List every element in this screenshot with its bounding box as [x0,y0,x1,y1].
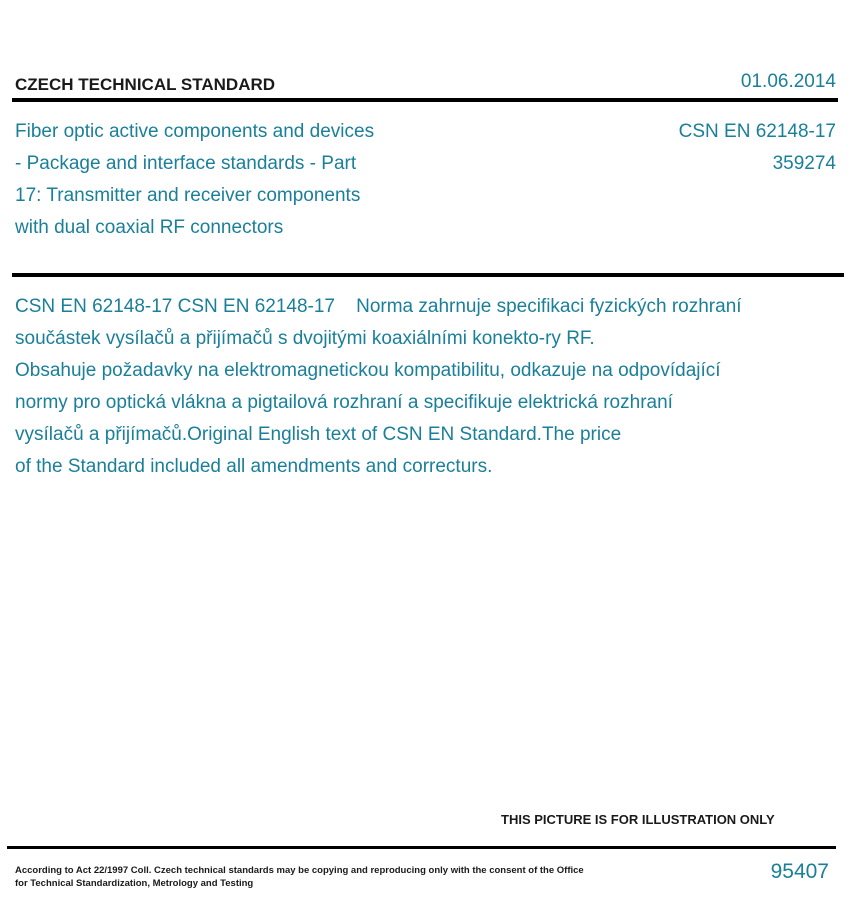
legal-notice-line: for Technical Standardization, Metrology and Testing [15,878,254,889]
section-divider [12,273,844,277]
standard-title [15,116,455,244]
standard-title-line: Fiber optic active components and devices [15,121,375,142]
catalog-number: 359274 [772,153,836,174]
description-line: součástek vysílačů a přijímačů s dvojitými koaxiálními konekto-ry RF. [15,328,595,349]
standard-description [15,291,845,483]
footer-divider [7,846,836,849]
legal-notice [15,864,584,890]
standard-title-line: with dual coaxial RF connectors [15,217,284,238]
standard-title-line: - Package and interface standards - Part [15,153,357,174]
description-line: CSN EN 62148-17 CSN EN 62148-17 Norma zahrnuje specifikaci fyzických rozhraní [15,296,742,317]
standard-title-line: 17: Transmitter and receiver components [15,185,361,206]
standard-code: CSN EN 62148-17 [678,121,836,142]
description-line: Obsahuje požadavky na elektromagnetickou kompatibilitu, odkazuje na odpovídající [15,360,721,381]
illustration-disclaimer: THIS PICTURE IS FOR ILLUSTRATION ONLY [501,812,775,827]
description-line: normy pro optická vlákna a pigtailová rozhraní a specifikuje elektrická rozhraní [15,392,673,413]
document-type-label: CZECH TECHNICAL STANDARD [15,75,276,94]
description-line: of the Standard included all amendments and correcturs. [15,456,493,477]
standard-identifiers [679,116,836,180]
publication-date: 01.06.2014 [740,71,836,92]
document-number: 95407 [770,860,829,883]
description-line: vysílačů a přijímačů.Original English text of CSN EN Standard.The price [15,424,622,445]
legal-notice-line: According to Act 22/1997 Coll. Czech technical standards may be copying and reproducing only with the consent of the Office [15,865,584,876]
header-divider [12,98,838,102]
